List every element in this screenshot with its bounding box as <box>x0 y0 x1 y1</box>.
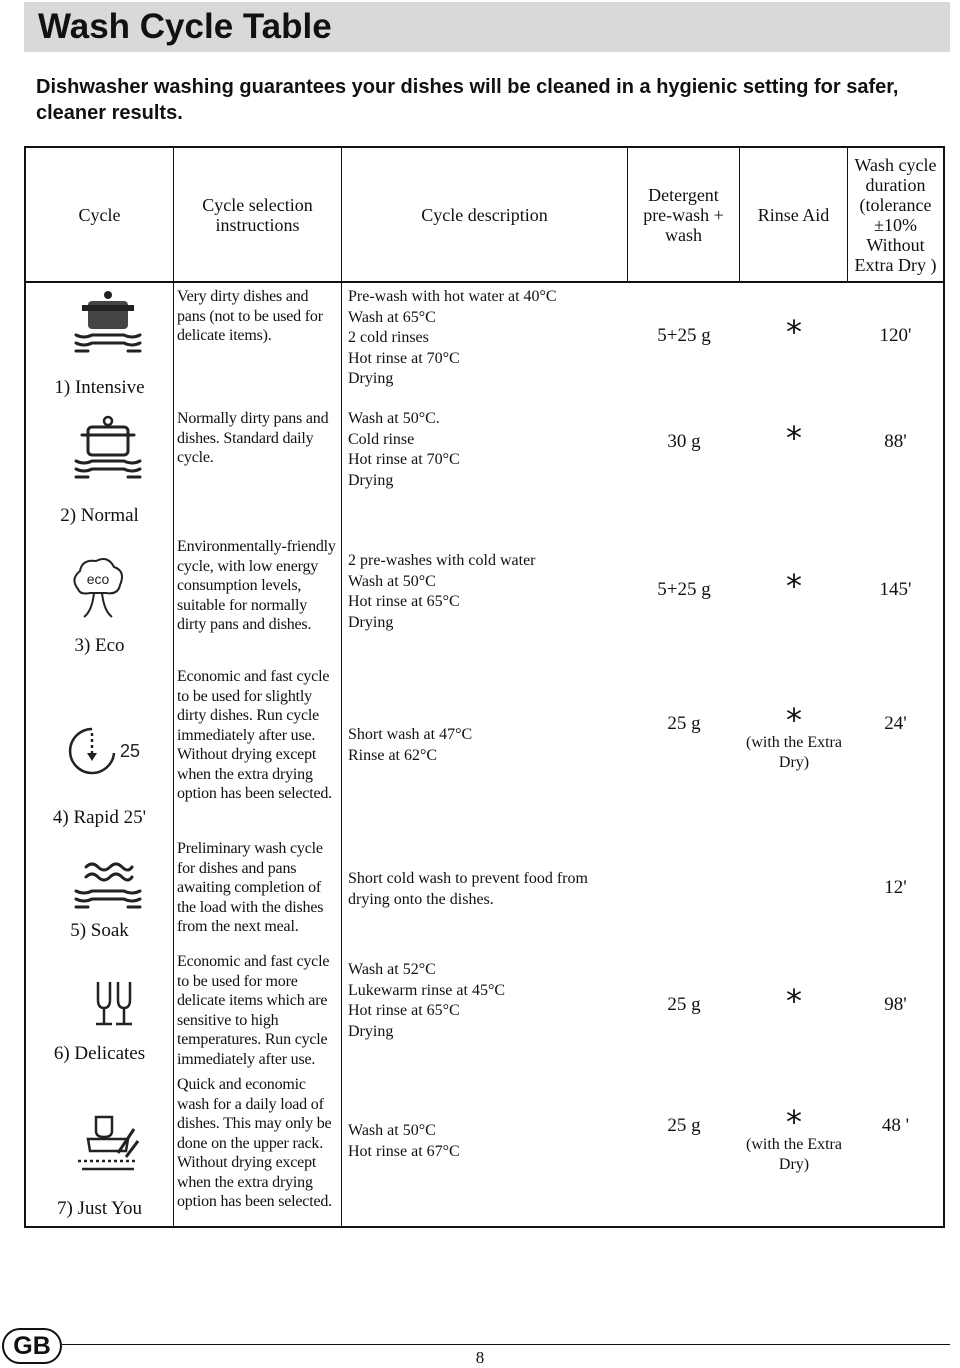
intensive-pot-icon <box>68 289 148 364</box>
cycle-description: 2 pre-washes with cold water Wash at 50°C Hot rinse at 65°C Drying <box>348 552 536 631</box>
cycle-description: Wash at 50°C Hot rinse at 67°C <box>348 1122 460 1160</box>
rinse-aid-cell <box>740 283 848 405</box>
wash-cycle-table <box>24 146 945 1228</box>
page-number: 8 <box>475 1348 485 1367</box>
rinse-aid-cell <box>740 1071 848 1226</box>
duration-cell <box>848 948 943 1071</box>
duration-cell <box>848 835 943 948</box>
detergent-cell <box>628 835 740 948</box>
cycle-cell <box>26 948 174 1071</box>
rinse-aid-cell <box>740 533 848 663</box>
cycle-duration: 12' <box>884 877 907 898</box>
cycle-description: Pre-wash with hot water at 40°C Wash at 65°C 2 cold rinses Hot rinse at 70°C Drying <box>348 288 557 387</box>
title-bar <box>24 2 950 52</box>
cycle-duration: 88' <box>884 431 907 452</box>
detergent-cell <box>628 405 740 533</box>
cycle-name: 5) Soak <box>70 920 129 941</box>
detergent-amount: 25 g <box>667 713 701 734</box>
cycle-cell <box>26 835 174 948</box>
cycle-instructions: Very dirty dishes and pans (not to be used for delicate items). <box>174 283 342 405</box>
cycle-name: 7) Just You <box>56 1198 142 1219</box>
table-row <box>26 533 943 663</box>
cycle-name: 6) Delicates <box>53 1043 146 1064</box>
just-you-icon <box>68 1113 148 1188</box>
cycle-cell <box>26 533 174 663</box>
detergent-cell <box>628 948 740 1071</box>
cycle-instructions: Environmentally-friendly cycle, with low energy consumption levels, suitable for normally dirty pans and dishes. <box>174 533 342 663</box>
duration-cell <box>848 663 943 835</box>
cycle-name: 3) Eco <box>74 635 125 656</box>
cycle-description: Wash at 50°C. Cold rinse Hot rinse at 70°C Drying <box>348 410 460 489</box>
table-row <box>26 1071 943 1226</box>
duration-cell <box>848 283 943 405</box>
cycle-instructions: Economic and fast cycle to be used for more delicate items which are sensitive to high temperatures. Run cycle immediately after use. <box>174 948 342 1071</box>
cycle-instructions: Preliminary wash cycle for dishes and pans awaiting completion of the load with the dishes from the next meal. <box>174 835 342 948</box>
rinse-aid-note: (with the Extra Dry) <box>746 1136 842 1173</box>
cycle-description: Short cold wash to prevent food from drying onto the dishes. <box>348 870 588 908</box>
cycle-instructions: Quick and economic wash for a daily load of dishes. This may only be done on the upper rack. Without drying except when the extra drying option has been selected. <box>174 1071 342 1226</box>
cycle-description: Short wash at 47°C Rinse at 62°C <box>348 726 473 764</box>
detergent-cell <box>628 1071 740 1226</box>
duration-cell <box>848 1071 943 1226</box>
table-header <box>26 148 943 283</box>
cycle-duration: 120' <box>879 325 912 346</box>
rinse-aid-cell <box>740 663 848 835</box>
rinse-aid-mark: * <box>786 701 802 739</box>
rinse-aid-mark: * <box>786 313 802 351</box>
page-title: Wash Cycle Table <box>38 7 332 46</box>
cycle-cell <box>26 1071 174 1226</box>
detergent-cell <box>628 283 740 405</box>
footer-divider <box>62 1344 950 1345</box>
header-detergent: Detergent pre-wash + wash <box>628 148 740 281</box>
soak-icon <box>68 855 148 930</box>
header-rinse-aid: Rinse Aid <box>740 148 848 281</box>
detergent-amount: 25 g <box>667 1115 701 1136</box>
detergent-cell <box>628 533 740 663</box>
header-duration: Wash cycle duration (tolerance ±10% Without Extra Dry ) <box>854 154 937 275</box>
rinse-aid-mark: * <box>786 982 802 1020</box>
cycle-name: 1) Intensive <box>54 377 145 398</box>
rinse-aid-note: (with the Extra Dry) <box>746 734 842 771</box>
rinse-aid-mark: * <box>786 1103 802 1141</box>
cycle-name: 4) Rapid 25' <box>52 807 147 828</box>
rinse-aid-cell <box>740 948 848 1071</box>
wine-glasses-icon <box>68 978 148 1043</box>
duration-cell <box>848 533 943 663</box>
rinse-aid-cell <box>740 405 848 533</box>
detergent-cell <box>628 663 740 835</box>
table-row <box>26 835 943 948</box>
intro-text: Dishwasher washing guarantees your dishes will be cleaned in a hygienic setting for safer, cleaner results. <box>36 76 899 124</box>
eco-tree-icon <box>68 555 128 630</box>
table-row <box>26 405 943 533</box>
cycle-instructions: Economic and fast cycle to be used for slightly dirty dishes. Run cycle immediately after use. Without drying except when the extra drying option has been selected. <box>174 663 342 835</box>
rinse-aid-cell <box>740 835 848 948</box>
table-row <box>26 948 943 1071</box>
cycle-duration: 24' <box>884 713 907 734</box>
cycle-duration: 145' <box>879 579 912 600</box>
svg-text:25: 25 <box>120 741 141 761</box>
rinse-aid-mark: * <box>786 419 802 457</box>
svg-text:eco: eco <box>86 571 110 587</box>
header-instructions: Cycle selection instructions <box>174 148 342 281</box>
cycle-duration: 48 ' <box>881 1115 910 1136</box>
duration-cell <box>848 405 943 533</box>
rinse-aid-mark: * <box>786 567 802 605</box>
detergent-amount: 25 g <box>667 994 701 1015</box>
cycle-instructions: Normally dirty pans and dishes. Standard daily cycle. <box>174 405 342 533</box>
table-row <box>26 663 943 835</box>
cycle-duration: 98' <box>884 994 907 1015</box>
table-row <box>26 283 943 405</box>
cycle-cell <box>26 405 174 533</box>
detergent-amount: 5+25 g <box>657 325 711 346</box>
detergent-amount: 30 g <box>667 431 701 452</box>
cycle-name: 2) Normal <box>60 505 139 526</box>
country-badge: GB <box>2 1328 62 1364</box>
normal-pot-icon <box>68 415 148 490</box>
header-description: Cycle description <box>342 148 628 281</box>
header-cycle: Cycle <box>26 148 174 281</box>
cycle-cell <box>26 663 174 835</box>
cycle-description: Wash at 52°C Lukewarm rinse at 45°C Hot rinse at 65°C Drying <box>348 961 506 1040</box>
cycle-cell <box>26 283 174 405</box>
detergent-amount: 5+25 g <box>657 579 711 600</box>
rapid-25-icon <box>68 723 148 788</box>
